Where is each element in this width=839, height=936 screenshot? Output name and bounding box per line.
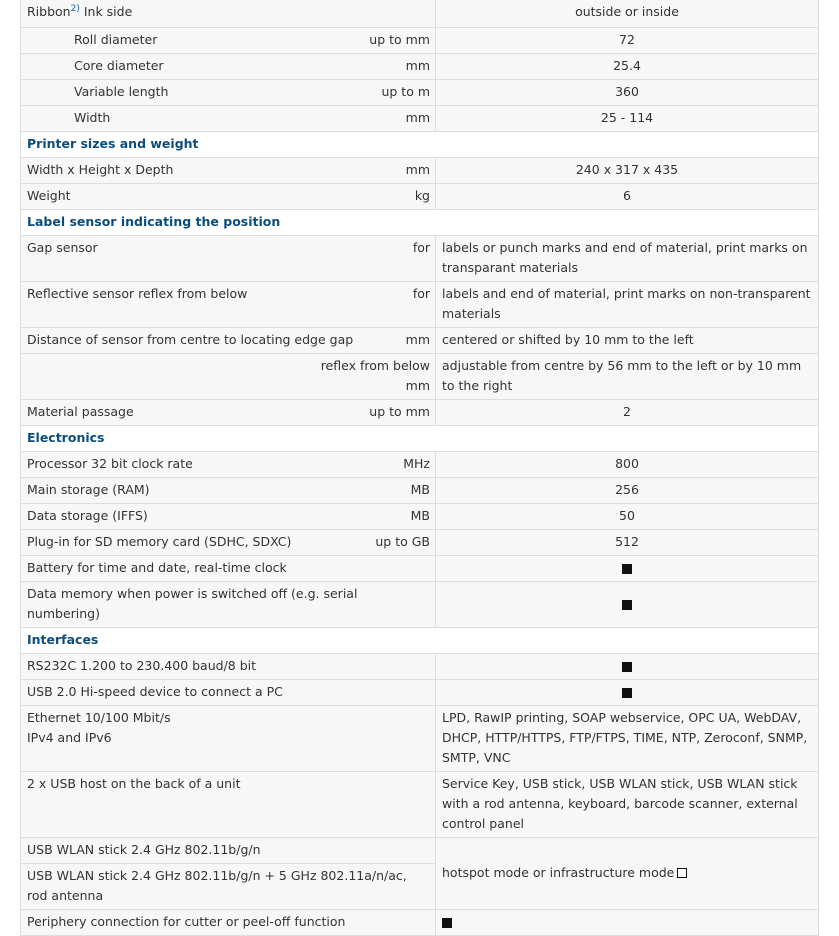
spec-value: labels or punch marks and end of material, print marks on transparant materials	[436, 236, 819, 282]
spec-label: Processor 32 bit clock rate	[21, 452, 354, 478]
spec-unit: up to m	[354, 80, 436, 106]
table-row	[21, 184, 819, 210]
table-row	[21, 680, 819, 706]
table-row	[21, 910, 819, 936]
spec-label: USB 2.0 Hi-speed device to connect a PC	[21, 680, 436, 706]
spec-unit: MB	[354, 478, 436, 504]
spec-value	[436, 556, 819, 582]
spec-unit: for	[354, 236, 436, 282]
spec-label: USB WLAN stick 2.4 GHz 802.11b/g/n	[21, 838, 436, 864]
unit-line: reflex from below	[320, 358, 430, 373]
spec-value: Service Key, USB stick, USB WLAN stick, USB WLAN stick with a rod antenna, keyboard, barcode scanner, external control panel	[436, 772, 819, 838]
spec-label: 2 x USB host on the back of a unit	[21, 772, 436, 838]
table-row	[21, 838, 819, 864]
spec-label: Plug-in for SD memory card (SDHC, SDXC)	[21, 530, 354, 556]
spec-value: 256	[436, 478, 819, 504]
spec-label: Data storage (IFFS)	[21, 504, 354, 530]
spec-value	[436, 910, 819, 936]
spec-unit: mm	[354, 328, 436, 354]
table-row	[21, 654, 819, 680]
table-row	[21, 706, 819, 772]
spec-label: Weight	[21, 184, 354, 210]
spec-label: Reflective sensor reflex from below	[21, 282, 354, 328]
empty-square-icon	[677, 868, 687, 878]
label-line: IPv4 and IPv6	[27, 730, 112, 745]
spec-value: adjustable from centre by 56 mm to the left or by 10 mm to the right	[436, 354, 819, 400]
spec-unit: up to mm	[354, 28, 436, 54]
spec-table	[20, 0, 819, 936]
spec-label	[21, 706, 436, 772]
table-row	[21, 80, 819, 106]
spec-label: RS232C 1.200 to 230.400 baud/8 bit	[21, 654, 436, 680]
table-row	[21, 28, 819, 54]
section-heading: Label sensor indicating the position	[21, 210, 819, 236]
spec-value: 360	[436, 80, 819, 106]
spec-label: USB WLAN stick 2.4 GHz 802.11b/g/n + 5 GHz 802.11a/n/ac, rod antenna	[21, 864, 436, 910]
filled-square-icon	[622, 688, 632, 698]
spec-value: centered or shifted by 10 mm to the left	[436, 328, 819, 354]
table-row	[21, 530, 819, 556]
spec-label: Width	[21, 106, 354, 132]
footnote-link[interactable]: 2)	[70, 4, 80, 14]
spec-value: 25 - 114	[436, 106, 819, 132]
table-row	[21, 236, 819, 282]
unit-line: mm	[405, 378, 430, 393]
table-row	[21, 504, 819, 530]
table-row	[21, 106, 819, 132]
filled-square-icon	[622, 600, 632, 610]
spec-value: hotspot mode or infrastructure mode	[436, 838, 819, 910]
table-row	[21, 772, 819, 838]
spec-label: Main storage (RAM)	[21, 478, 354, 504]
table-row	[21, 354, 819, 400]
spec-label: Distance of sensor from centre to locating edge gap	[21, 328, 354, 354]
spec-unit: mm	[354, 54, 436, 80]
spec-unit	[21, 354, 436, 400]
table-row	[21, 328, 819, 354]
table-row	[21, 582, 819, 628]
section-heading: Interfaces	[21, 628, 819, 654]
spec-label: Roll diameter	[21, 28, 354, 54]
spec-unit: up to GB	[354, 530, 436, 556]
section-row	[21, 210, 819, 236]
spec-unit: for	[354, 282, 436, 328]
filled-square-icon	[442, 918, 452, 928]
table-row	[21, 452, 819, 478]
spec-label: Battery for time and date, real-time clock	[21, 556, 436, 582]
spec-value: 2	[436, 400, 819, 426]
spec-value: 800	[436, 452, 819, 478]
table-row	[21, 54, 819, 80]
ribbon-value: outside or inside	[436, 0, 819, 28]
spec-value: LPD, RawIP printing, SOAP webservice, OPC UA, WebDAV, DHCP, HTTP/HTTPS, FTP/FTPS, TIME, NTP, Zeroconf, SNMP, SMTP, VNC	[436, 706, 819, 772]
spec-value: 25.4	[436, 54, 819, 80]
table-row	[21, 556, 819, 582]
section-row	[21, 426, 819, 452]
spec-label: Width x Height x Depth	[21, 158, 354, 184]
section-heading: Electronics	[21, 426, 819, 452]
spec-value: 240 x 317 x 435	[436, 158, 819, 184]
table-row	[21, 282, 819, 328]
spec-value	[436, 582, 819, 628]
section-row	[21, 628, 819, 654]
filled-square-icon	[622, 662, 632, 672]
spec-unit: mm	[354, 158, 436, 184]
spec-label: Variable length	[21, 80, 354, 106]
spec-unit: MB	[354, 504, 436, 530]
spec-value	[436, 680, 819, 706]
spec-value	[436, 654, 819, 680]
spec-label: Material passage	[21, 400, 354, 426]
spec-value: 6	[436, 184, 819, 210]
spec-value: 50	[436, 504, 819, 530]
spec-value: labels and end of material, print marks on non-transparent materials	[436, 282, 819, 328]
filled-square-icon	[622, 564, 632, 574]
spec-unit: kg	[354, 184, 436, 210]
table-row	[21, 478, 819, 504]
spec-label: Periphery connection for cutter or peel-off function	[21, 910, 436, 936]
spec-unit: mm	[354, 106, 436, 132]
unit-cell	[354, 0, 436, 28]
ribbon-label: Ribbon$^{2)}$ Ink side	[21, 0, 354, 28]
table-row	[21, 158, 819, 184]
spec-label: Data memory when power is switched off (e.g. serial numbering)	[21, 582, 436, 628]
section-row	[21, 132, 819, 158]
spec-label: Gap sensor	[21, 236, 354, 282]
spec-value: 512	[436, 530, 819, 556]
label-line: Ethernet 10/100 Mbit/s	[27, 710, 171, 725]
spec-unit: MHz	[354, 452, 436, 478]
spec-unit: up to mm	[354, 400, 436, 426]
spec-value: 72	[436, 28, 819, 54]
spec-label: Core diameter	[21, 54, 354, 80]
table-row	[21, 400, 819, 426]
table-row	[21, 0, 819, 28]
section-heading: Printer sizes and weight	[21, 132, 819, 158]
